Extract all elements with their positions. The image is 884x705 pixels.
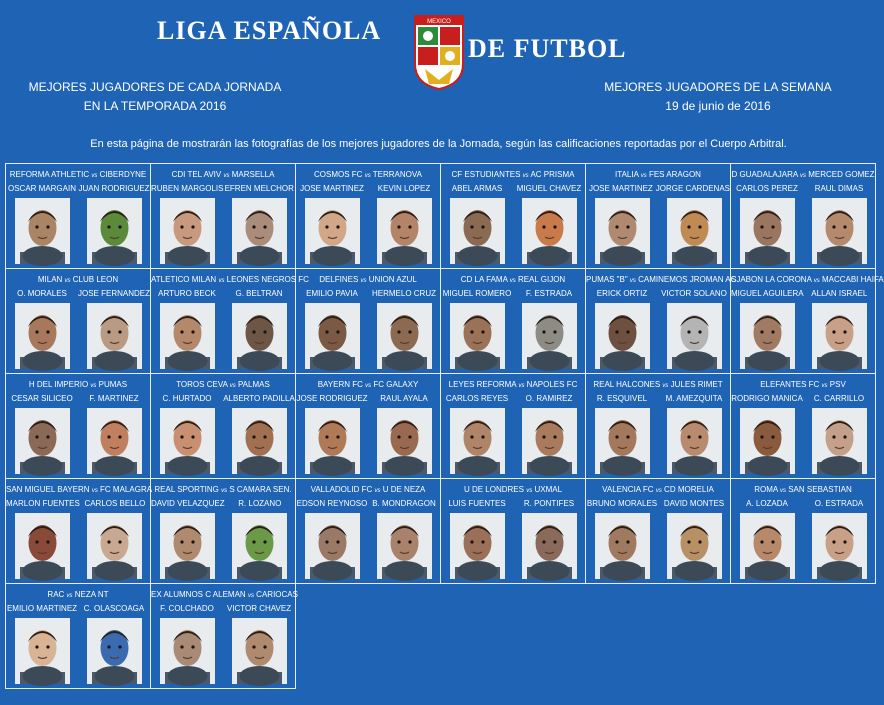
player-photos: [151, 513, 295, 579]
player-name-away: CARLOS BELLO: [84, 499, 146, 508]
match-title: [6, 485, 153, 494]
player-names: [296, 289, 440, 298]
match-cell: [731, 374, 876, 479]
player-photos: [296, 513, 440, 579]
player-name-away: B. MONDRAGON: [372, 499, 436, 508]
vs-label: vs: [640, 173, 647, 179]
home-team: ELEFANTES FC: [760, 380, 820, 389]
home-team: SJABON LA CORONA: [731, 275, 812, 284]
away-team: S CAMARA SEN.: [229, 485, 292, 494]
season-heading-line1: MEJORES JUGADORES DE CADA JORNADA: [28, 80, 282, 94]
player-photo-home: [305, 513, 360, 579]
player-name-away: HERMELO CRUZ: [371, 289, 436, 298]
player-photo-away: [377, 303, 432, 369]
player-name-away: EFREN MELCHOR: [224, 184, 294, 193]
player-name-away: JORGE CARDENAS: [655, 184, 730, 193]
vs-label: vs: [800, 173, 806, 179]
player-photo-home: [15, 408, 70, 474]
player-names: [151, 499, 295, 508]
player-name-away: MIGUEL CHAVEZ: [516, 184, 582, 193]
player-photo-home: [160, 303, 215, 369]
match-title: [6, 275, 150, 284]
player-name-away: ALLAN ISRAEL: [811, 289, 868, 298]
player-name-home: CARLOS PEREZ: [736, 184, 798, 193]
mexico-crest-logo: [413, 14, 465, 90]
player-names: [6, 394, 150, 403]
player-names: [586, 184, 730, 193]
match-cell: [6, 584, 151, 689]
player-names: [586, 289, 730, 298]
player-name-home: RODRIGO MANICA: [731, 394, 803, 403]
player-photos: [296, 408, 440, 474]
crest-label: MEXICO: [427, 19, 451, 25]
match-title: [586, 485, 730, 494]
player-photos: [151, 618, 295, 684]
match-title: [151, 380, 295, 389]
player-photos: [731, 198, 875, 264]
player-name-away: RAUL DIMAS: [814, 184, 864, 193]
player-photo-home: [160, 408, 215, 474]
player-name-home: O. MORALES: [17, 289, 67, 298]
away-team: FES ARAGON: [648, 170, 701, 179]
vs-label: vs: [221, 488, 228, 494]
vs-label: vs: [629, 278, 636, 284]
player-photo-away: [522, 303, 577, 369]
home-team: ROMA: [754, 485, 778, 494]
week-date: 19 de junio de 2016: [665, 99, 771, 113]
match-title: [441, 485, 585, 494]
player-photo-away: [377, 198, 432, 264]
player-name-away: M. AMEZQUITA: [665, 394, 723, 403]
player-name-home: EMILIO MARTINEZ: [6, 604, 78, 613]
player-photos: [6, 513, 150, 579]
player-photo-home: [450, 303, 505, 369]
away-team: CLUB LEON: [72, 275, 119, 284]
player-photo-away: [87, 408, 142, 474]
player-name-away: DAVID MONTES: [663, 499, 725, 508]
player-photo-away: [232, 303, 287, 369]
vs-label: vs: [821, 383, 828, 389]
match-cell: [6, 374, 151, 479]
vs-label: vs: [813, 278, 820, 284]
match-cell: [731, 269, 884, 374]
home-team: DELFINES: [319, 275, 359, 284]
players-grid: [5, 163, 884, 689]
player-photo-away: [87, 513, 142, 579]
player-name-away: KEVIN LOPEZ: [377, 184, 431, 193]
vs-label: vs: [223, 173, 230, 179]
player-photo-home: [160, 618, 215, 684]
player-name-away: R. LOZANO: [238, 499, 282, 508]
player-photo-home: [15, 198, 70, 264]
player-photo-away: [232, 198, 287, 264]
match-cell: [6, 164, 151, 269]
vs-label: vs: [374, 488, 381, 494]
away-team: FC MALAGRA: [100, 485, 153, 494]
player-name-away: F. ESTRADA: [525, 289, 573, 298]
match-title: [441, 380, 585, 389]
match-title: [6, 380, 150, 389]
match-cell: [731, 479, 876, 584]
player-name-home: MIGUEL AGUILERA: [731, 289, 804, 298]
player-photos: [441, 513, 585, 579]
player-photo-away: [232, 618, 287, 684]
player-photo-away: [377, 513, 432, 579]
player-names: [441, 289, 585, 298]
player-photo-away: [87, 618, 142, 684]
match-cell: [441, 269, 586, 374]
match-cell: [296, 164, 441, 269]
player-photo-home: [160, 198, 215, 264]
match-cell: [151, 479, 296, 584]
match-title: [296, 380, 440, 389]
player-name-home: ABEL ARMAS: [451, 184, 503, 193]
player-photo-away: [232, 408, 287, 474]
match-title: [296, 485, 440, 494]
away-team: LEONES NEGROS FC: [226, 275, 309, 284]
player-name-home: LUIS FUENTES: [448, 499, 506, 508]
player-names: [151, 289, 295, 298]
player-name-home: A. LOZADA: [746, 499, 788, 508]
match-cell: [441, 374, 586, 479]
player-photo-away: [522, 513, 577, 579]
away-team: AC PRISMA: [530, 170, 575, 179]
player-name-home: JOSE RODRIGUEZ: [296, 394, 368, 403]
home-team: CDI TEL AVIV: [171, 170, 222, 179]
player-name-home: CARLOS REYES: [445, 394, 509, 403]
player-photo-home: [740, 513, 795, 579]
player-names: [6, 499, 150, 508]
away-team: MACCABI HAIFA: [821, 275, 884, 284]
match-title: [441, 170, 585, 179]
player-photo-away: [377, 408, 432, 474]
player-name-away: G. BELTRAN: [235, 289, 283, 298]
match-cell: [296, 479, 441, 584]
match-title: [6, 590, 150, 599]
player-names: [151, 184, 295, 193]
player-name-home: F. COLCHADO: [160, 604, 214, 613]
vs-label: vs: [90, 383, 97, 389]
player-photo-away: [812, 303, 867, 369]
player-photos: [441, 408, 585, 474]
player-photo-away: [522, 198, 577, 264]
home-team: MILAN: [37, 275, 63, 284]
player-name-home: EDSON REYNOSO: [296, 499, 368, 508]
player-photos: [731, 513, 875, 579]
match-cell: [151, 374, 296, 479]
player-name-home: JOSE MARTINEZ: [588, 184, 653, 193]
player-photo-home: [740, 198, 795, 264]
player-photo-home: [305, 408, 360, 474]
player-name-home: JOSE MARTINEZ: [300, 184, 364, 193]
vs-label: vs: [365, 383, 372, 389]
player-names: [731, 394, 875, 403]
vs-label: vs: [360, 278, 367, 284]
player-photo-home: [450, 198, 505, 264]
player-name-away: C. CARRILLO: [813, 394, 865, 403]
match-title: [151, 170, 295, 179]
match-title: [586, 380, 730, 389]
player-photo-away: [232, 513, 287, 579]
away-team: MERCED GOMEZ: [808, 170, 875, 179]
season-heading: [20, 78, 290, 116]
player-name-away: O. RAMIREZ: [525, 394, 573, 403]
player-names: [441, 184, 585, 193]
site-title-left: LIGA ESPAÑOLA: [157, 16, 382, 45]
away-team: PUMAS: [98, 380, 128, 389]
match-cell: [731, 164, 876, 269]
player-photos: [586, 198, 730, 264]
vs-label: vs: [522, 173, 529, 179]
home-team: REAL SPORTING: [154, 485, 219, 494]
player-photo-home: [15, 303, 70, 369]
player-photos: [151, 198, 295, 264]
player-photo-away: [667, 198, 722, 264]
away-team: PSV: [829, 380, 846, 389]
home-team: EX ALUMNOS C ALEMAN: [151, 590, 246, 599]
away-team: TERRANOVA: [372, 170, 422, 179]
home-team: RAC: [47, 590, 65, 599]
match-cell: [151, 584, 296, 689]
player-names: [296, 394, 440, 403]
player-name-home: BRUNO MORALES: [586, 499, 658, 508]
vs-label: vs: [91, 488, 98, 494]
match-cell: [441, 479, 586, 584]
player-photo-home: [450, 513, 505, 579]
match-title: [151, 275, 309, 284]
home-team: CF ESTUDIANTES: [451, 170, 521, 179]
match-cell: [296, 269, 441, 374]
player-names: [731, 184, 875, 193]
home-team: CD LA FAMA: [460, 275, 508, 284]
player-photo-away: [812, 513, 867, 579]
player-name-home: OSCAR MARGAIN: [7, 184, 76, 193]
vs-label: vs: [655, 488, 662, 494]
home-team: H DEL IMPERIO: [28, 380, 89, 389]
player-name-home: ARTURO BECK: [158, 289, 216, 298]
player-names: [731, 499, 875, 508]
player-photo-home: [160, 513, 215, 579]
player-name-home: ERICK ORTIZ: [596, 289, 648, 298]
player-names: [6, 289, 150, 298]
player-photo-away: [522, 408, 577, 474]
player-photo-home: [15, 513, 70, 579]
home-team: D GUADALAJARA: [731, 170, 798, 179]
player-names: [296, 499, 440, 508]
vs-label: vs: [526, 488, 533, 494]
match-title: [731, 485, 875, 494]
player-photo-home: [595, 198, 650, 264]
away-team: U DE NEZA: [382, 485, 426, 494]
match-cell: [586, 374, 731, 479]
away-team: NAPOLES FC: [526, 380, 578, 389]
player-name-away: JOSE FERNANDEZ: [77, 289, 150, 298]
player-name-home: MIGUEL ROMERO: [442, 289, 512, 298]
week-heading: [588, 78, 848, 116]
vs-label: vs: [229, 383, 236, 389]
home-team: TOROS CEVA: [176, 380, 228, 389]
player-photos: [6, 618, 150, 684]
vs-label: vs: [66, 593, 73, 599]
player-name-home: RUBEN MARGOLIS: [151, 184, 224, 193]
match-cell: [151, 164, 296, 269]
vs-label: vs: [64, 278, 71, 284]
player-photos: [6, 198, 150, 264]
player-photos: [731, 303, 875, 369]
player-name-away: JUAN RODRIGUEZ: [78, 184, 150, 193]
player-photo-home: [740, 303, 795, 369]
player-photo-away: [812, 198, 867, 264]
match-cell: [586, 269, 737, 374]
player-names: [586, 499, 730, 508]
match-title: [586, 275, 737, 284]
match-title: [151, 590, 298, 599]
home-team: PUMAS "B": [586, 275, 628, 284]
match-title: [151, 485, 295, 494]
player-name-home: EMILIO PAVIA: [306, 289, 358, 298]
vs-label: vs: [779, 488, 786, 494]
player-photo-away: [87, 303, 142, 369]
match-cell: [296, 374, 441, 479]
home-team: ATLETICO MILAN: [151, 275, 217, 284]
player-photos: [441, 198, 585, 264]
player-photos: [296, 303, 440, 369]
vs-label: vs: [518, 383, 525, 389]
match-title: [731, 380, 875, 389]
match-cell: [586, 164, 731, 269]
away-team: FC GALAXY: [373, 380, 419, 389]
match-title: [441, 275, 585, 284]
vs-label: vs: [218, 278, 225, 284]
home-team: COSMOS FC: [314, 170, 363, 179]
player-name-away: R. PONTIFES: [523, 499, 575, 508]
away-team: CARIOCAS: [256, 590, 298, 599]
player-names: [6, 604, 150, 613]
match-cell: [586, 479, 731, 584]
away-team: UNION AZUL: [368, 275, 417, 284]
week-heading-line1: MEJORES JUGADORES DE LA SEMANA: [604, 80, 832, 94]
player-name-away: RAUL AYALA: [380, 394, 428, 403]
player-photos: [6, 408, 150, 474]
player-names: [6, 184, 150, 193]
player-names: [731, 289, 875, 298]
vs-label: vs: [91, 173, 98, 179]
home-team: ITALIA: [615, 170, 639, 179]
player-name-away: F. MARTINEZ: [89, 394, 139, 403]
player-photo-home: [595, 408, 650, 474]
away-team: UXMAL: [534, 485, 563, 494]
player-photos: [6, 303, 150, 369]
intro-text: En esta página de mostrarán las fotografías de los mejores jugadores de la Jornada, según las calificaciones reportadas por el Cuerpo Arbitral.: [90, 138, 787, 150]
player-name-home: MARLON FUENTES: [6, 499, 80, 508]
match-cell: [6, 479, 151, 584]
player-photos: [441, 303, 585, 369]
vs-label: vs: [364, 173, 371, 179]
match-cell: [441, 164, 586, 269]
player-name-home: DAVID VELAZQUEZ: [151, 499, 225, 508]
player-photo-home: [595, 513, 650, 579]
away-team: JULES RIMET: [670, 380, 723, 389]
away-team: CIBERDYNE: [99, 170, 147, 179]
player-names: [151, 394, 295, 403]
player-names: [296, 184, 440, 193]
player-photo-home: [305, 198, 360, 264]
player-photos: [296, 198, 440, 264]
home-team: U DE LONDRES: [463, 485, 524, 494]
player-photo-away: [667, 513, 722, 579]
match-title: [6, 170, 150, 179]
match-title: [731, 170, 875, 179]
player-name-away: O. ESTRADA: [814, 499, 864, 508]
home-team: VALENCIA FC: [602, 485, 654, 494]
player-photos: [151, 408, 295, 474]
player-photos: [731, 408, 875, 474]
player-name-away: C. OLASCOAGA: [83, 604, 145, 613]
season-heading-line2: EN LA TEMPORADA 2016: [83, 99, 227, 113]
away-team: REAL GIJON: [517, 275, 566, 284]
player-photo-home: [450, 408, 505, 474]
player-photo-away: [667, 303, 722, 369]
player-photo-home: [305, 303, 360, 369]
home-team: REFORMA ATHLETIC: [9, 170, 90, 179]
match-title: [731, 275, 884, 284]
player-names: [151, 604, 295, 613]
player-photo-home: [595, 303, 650, 369]
away-team: PALMAS: [237, 380, 270, 389]
vs-label: vs: [509, 278, 516, 284]
player-name-away: ALBERTO PADILLA: [223, 394, 295, 403]
player-name-away: VICTOR SOLANO: [661, 289, 727, 298]
site-title-right: DE FUTBOL: [468, 34, 627, 63]
match-cell: [6, 269, 151, 374]
player-names: [586, 394, 730, 403]
player-photos: [586, 513, 730, 579]
player-name-away: VICTOR CHAVEZ: [226, 604, 292, 613]
player-photos: [586, 303, 730, 369]
away-team: CD MORELIA: [664, 485, 714, 494]
player-photo-home: [15, 618, 70, 684]
player-photo-away: [87, 198, 142, 264]
player-photos: [586, 408, 730, 474]
player-photo-away: [667, 408, 722, 474]
match-title: [296, 275, 440, 284]
player-names: [441, 499, 585, 508]
match-title: [586, 170, 730, 179]
player-name-home: C. HURTADO: [162, 394, 212, 403]
home-team: SAN MIGUEL BAYERN: [6, 485, 90, 494]
home-team: LEYES REFORMA: [448, 380, 517, 389]
match-cell: [151, 269, 309, 374]
match-title: [296, 170, 440, 179]
player-photos: [151, 303, 295, 369]
away-team: CAMINEMOS JROMAN AC: [638, 275, 737, 284]
player-names: [441, 394, 585, 403]
player-name-home: R. ESQUIVEL: [596, 394, 648, 403]
home-team: REAL HALCONES: [593, 380, 661, 389]
player-photo-home: [740, 408, 795, 474]
away-team: NEZA NT: [74, 590, 109, 599]
home-team: BAYERN FC: [317, 380, 363, 389]
away-team: SAN SEBASTIAN: [788, 485, 852, 494]
vs-label: vs: [247, 593, 254, 599]
away-team: MARSELLA: [231, 170, 275, 179]
player-photo-away: [812, 408, 867, 474]
player-name-home: CESAR SILICEO: [11, 394, 73, 403]
vs-label: vs: [662, 383, 669, 389]
home-team: VALLADOLID FC: [310, 485, 373, 494]
